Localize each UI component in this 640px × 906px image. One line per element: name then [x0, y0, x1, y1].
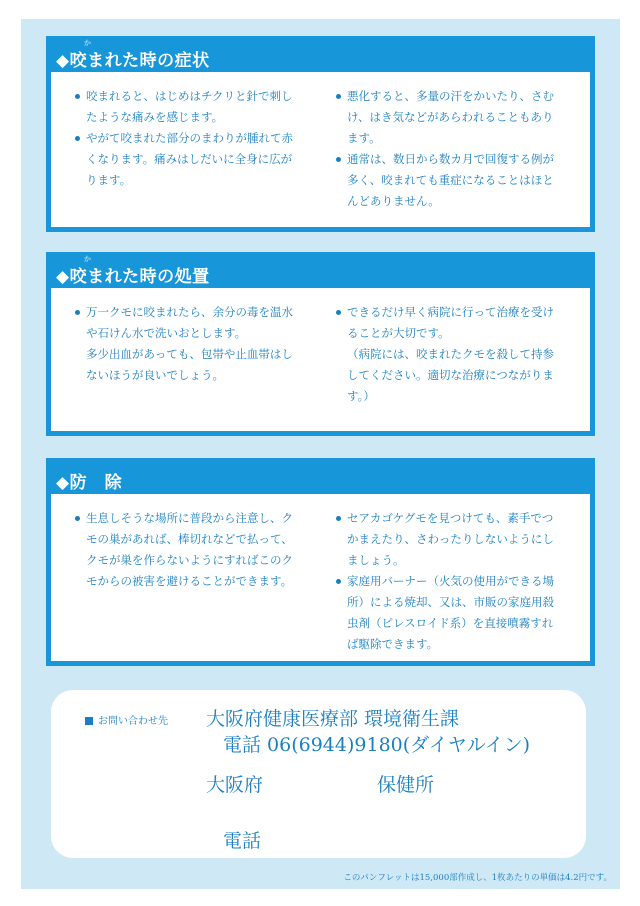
list-item: 悪化すると、多量の汗をかいたり、さむけ、はき気などがあらわれることもあります。	[336, 86, 560, 149]
list-item: やがて咬まれた部分のまわりが腫れて赤くなります。痛みはしだいに全身に広がります。	[75, 128, 299, 191]
list-item: できるだけ早く病院に行って治療を受けることが大切です。	[336, 302, 560, 344]
list-item: 通常は、数日から数カ月で回復する例が多く、咬まれても重症になることはほとんどありません。	[336, 149, 560, 212]
right-column	[336, 302, 560, 407]
left-column	[75, 302, 299, 386]
list-item: 咬まれると、はじめはチクリと針で刺したような痛みを感じます。	[75, 86, 299, 128]
prefecture-label: 大阪府	[206, 774, 264, 796]
left-column	[75, 508, 299, 592]
contact-label	[85, 712, 168, 727]
section-body	[51, 494, 590, 661]
list-item: セアカゴケグモを見つけても、素手でつかまえたり、さわったりしないようにしましょう。	[336, 508, 560, 571]
contact-box	[51, 690, 586, 858]
left-column	[75, 86, 299, 191]
phone-label: 電話	[223, 830, 262, 852]
title-ruby: か	[84, 39, 92, 47]
right-column	[336, 86, 560, 212]
department-name: 大阪府健康医療部 環境衛生課	[206, 708, 460, 730]
section-title	[56, 39, 210, 71]
section-first-aid	[46, 252, 595, 436]
square-icon	[85, 717, 93, 725]
section-title	[56, 255, 210, 287]
list-item: 万一クモに咬まれたら、余分の毒を温水や石けん水で洗いおとします。	[75, 302, 299, 344]
section-title-text: ◆防 除	[56, 473, 123, 493]
section-title-text: ◆咬まれた時の症状	[56, 51, 210, 71]
health-center-label: 保健所	[377, 774, 435, 796]
title-ruby: か	[84, 255, 92, 263]
section-control	[46, 458, 595, 666]
department-phone: 電話 06(6944)9180(ダイヤルイン)	[223, 734, 531, 756]
contact-label-text: お問い合わせ先	[98, 716, 168, 727]
section-title-text: ◆咬まれた時の処置	[56, 267, 210, 287]
section-body	[51, 288, 590, 431]
section-title	[56, 468, 122, 493]
right-column	[336, 508, 560, 655]
list-item: 生息しそうな場所に普段から注意し、クモの巣があれば、棒切れなどで払って、クモが巣を作らないようにすればこのクモからの被害を避けることができます。	[75, 508, 299, 592]
section-symptoms	[46, 36, 595, 232]
list-item: 家庭用バーナー（火気の使用ができる場所）による焼却、又は、市販の家庭用殺虫剤（ピレスロイド系）を直接噴霧すれば駆除できます。	[336, 571, 560, 655]
cost-footnote: このパンフレットは15,000部作成し、1枚あたりの単価は4.2円です。	[343, 873, 612, 883]
list-item: （病院には、咬まれたクモを殺して持参してください。適切な治療につながります。）	[347, 347, 554, 403]
section-body	[51, 72, 590, 227]
list-item: 多少出血があっても、包帯や止血帯はしないほうが良いでしょう。	[86, 347, 293, 382]
